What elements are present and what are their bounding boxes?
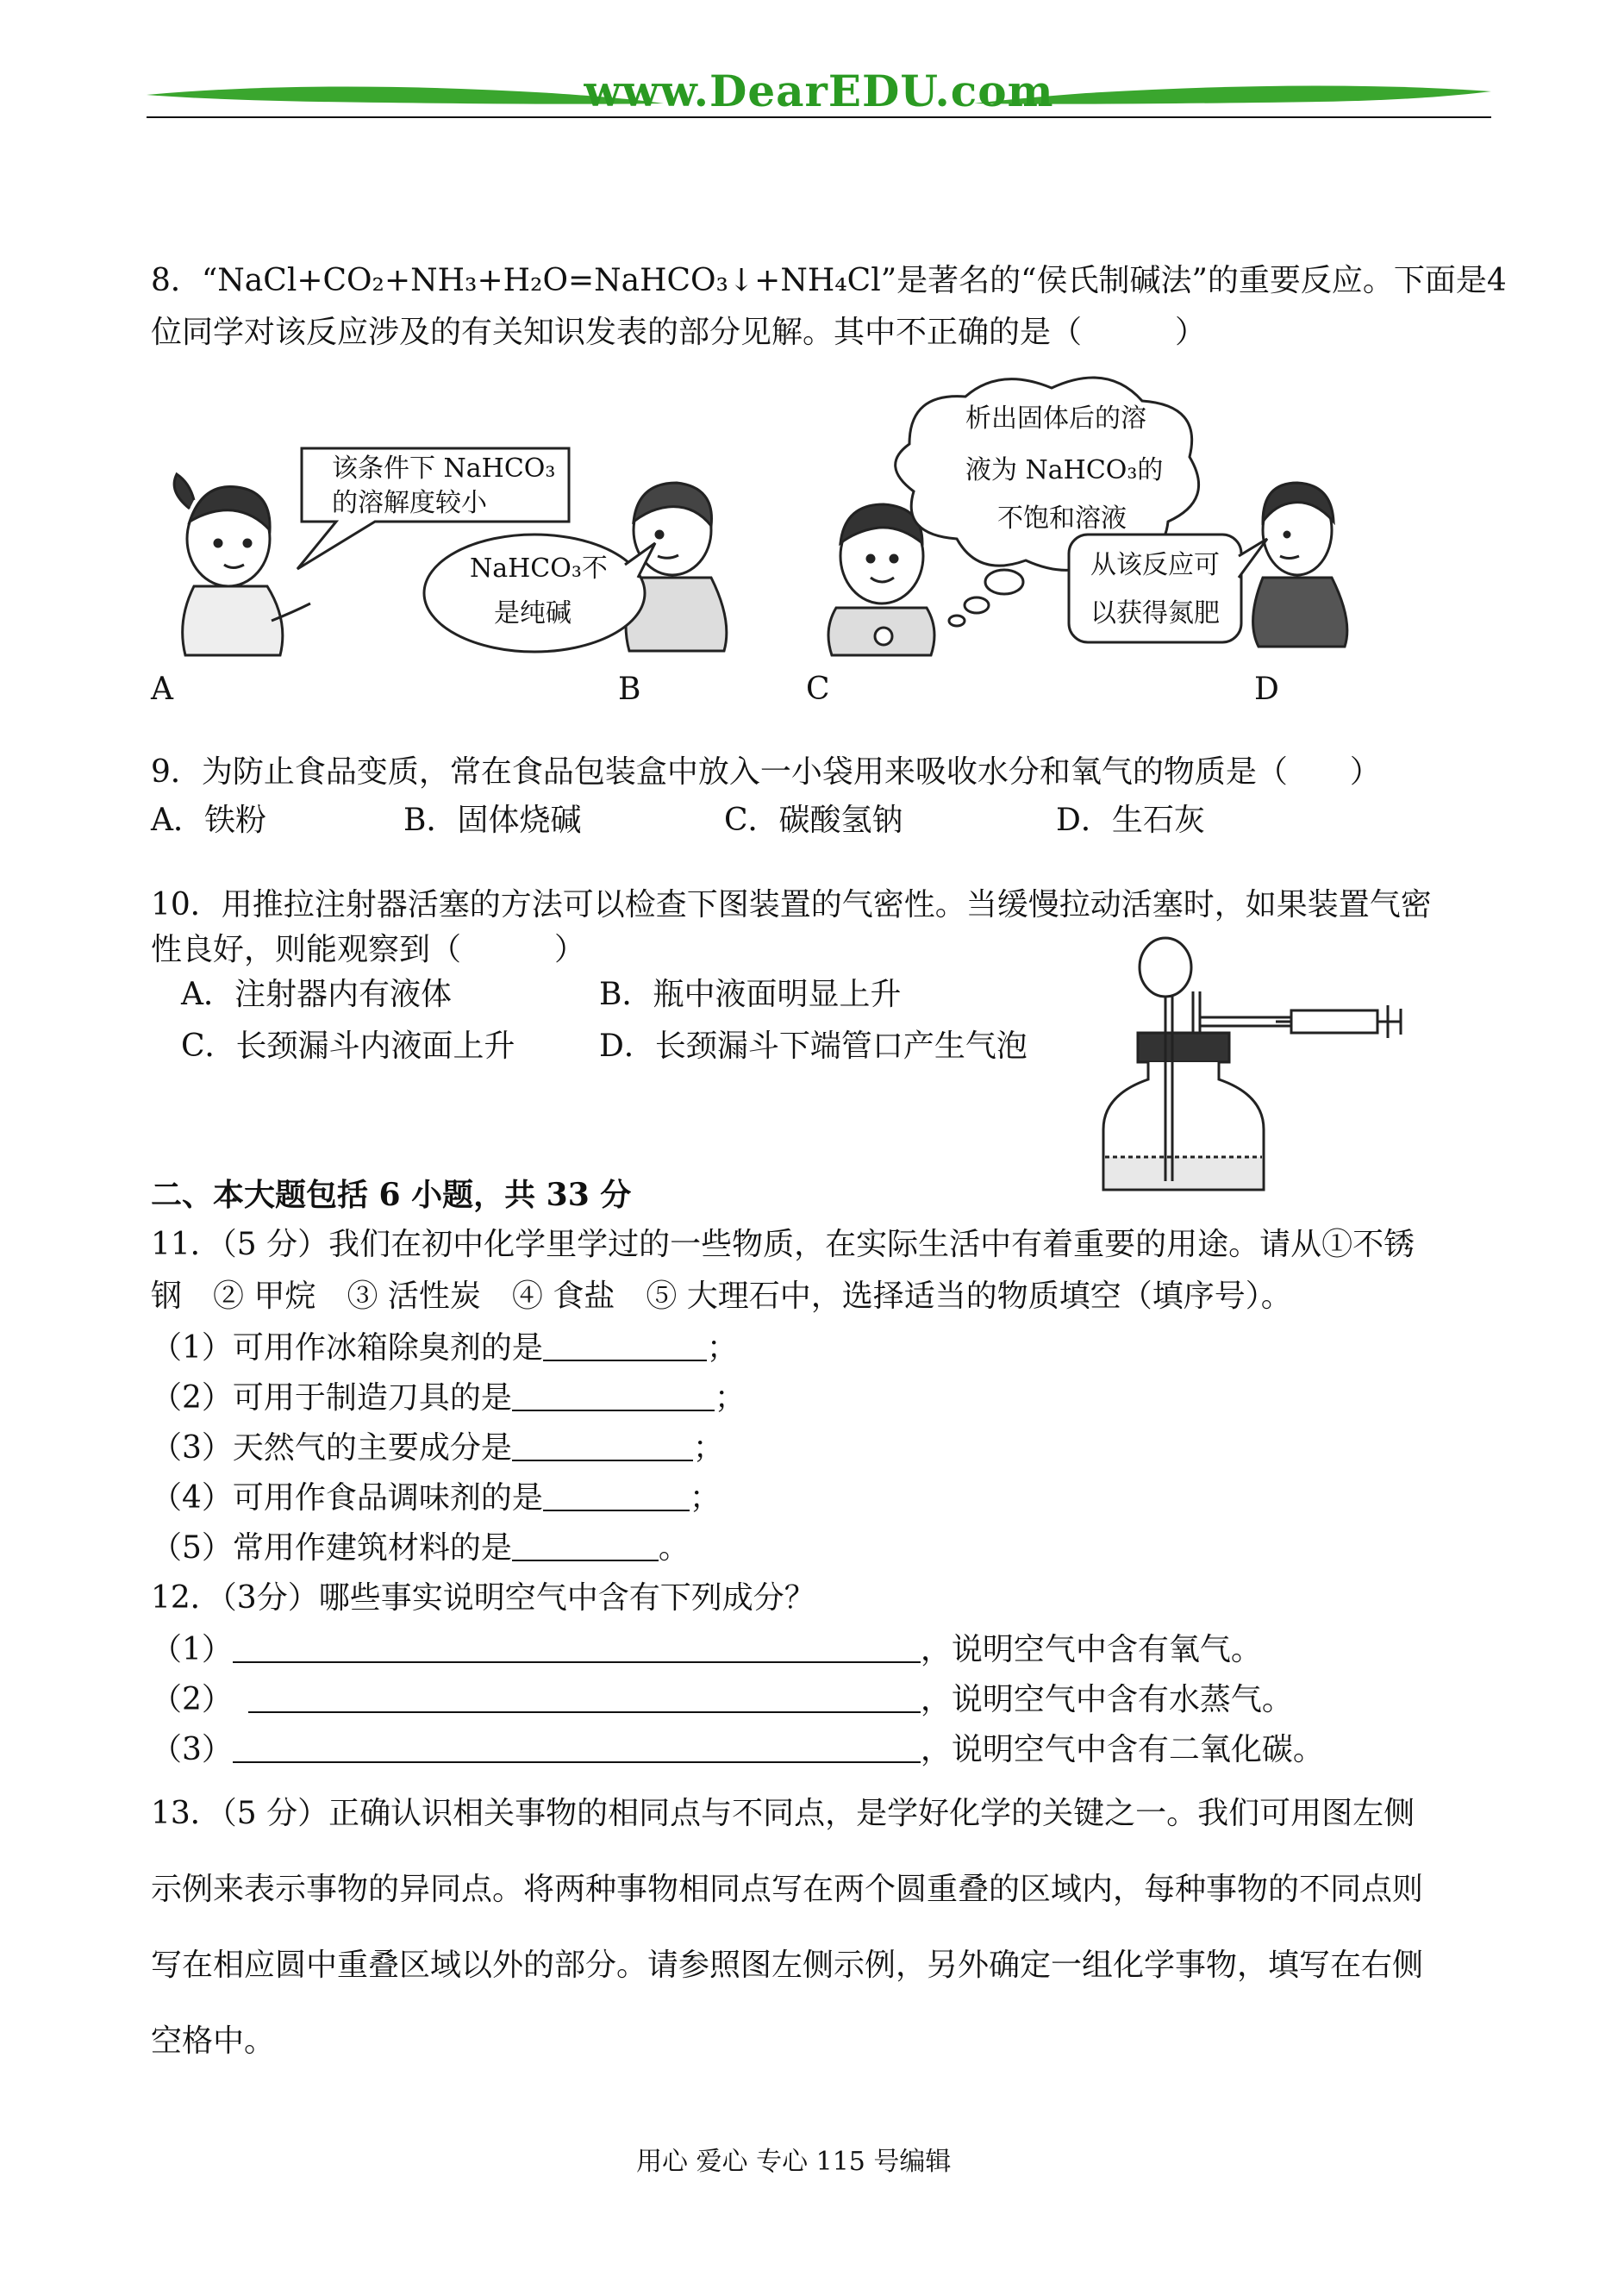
q9-option-a: A．铁粉	[151, 803, 266, 838]
q10-option-b: B．瓶中液面明显上升	[599, 977, 902, 1012]
q12-item2-suffix: ，说明空气中含有水蒸气。	[920, 1682, 1293, 1717]
bubble-d-line1: 从该反应可	[1090, 550, 1220, 580]
logo-text: www.DearEDU.com	[584, 66, 1054, 116]
bubble-d-line2: 以获得氮肥	[1090, 598, 1220, 628]
bubble-c-line3: 不饱和溶液	[997, 503, 1127, 534]
apparatus-svg	[1095, 931, 1414, 1207]
student-a-figure	[174, 474, 310, 655]
q11-item5-text: （5）常用作建筑材料的是	[151, 1530, 512, 1566]
q9-option-d: D．生石灰	[1056, 803, 1205, 838]
q10-line1: 10．用推拉注射器活塞的方法可以检查下图装置的气密性。当缓慢拉动活塞时，如果装置气密	[151, 887, 1432, 922]
q11-item4	[151, 1478, 721, 1519]
q8-label-b: B	[618, 672, 641, 707]
q8-label-c: C	[806, 672, 830, 707]
q11-item5-end: 。	[658, 1530, 690, 1566]
q11-item1	[151, 1328, 738, 1369]
q11-item2-end: ；	[714, 1380, 746, 1416]
q11-blank5[interactable]	[512, 1530, 659, 1561]
q12-item1	[151, 1629, 1262, 1671]
q13-line2: 示例来表示事物的异同点。将两种事物相同点写在两个圆重叠的区域内，每种事物的不同点则	[151, 1872, 1424, 1907]
bubble-c-line2: 液为 NaHCO₃的	[965, 455, 1164, 485]
q13-line1: 13．（5 分）正确认识相关事物的相同点与不同点，是学好化学的关键之一。我们可用图左侧	[151, 1796, 1415, 1831]
q8-line1: 8．“NaCl+CO₂+NH₃+H₂O=NaHCO₃↓+NH₄Cl”是著名的“侯氏制碱法”的重要反应。下面是4	[151, 263, 1507, 298]
bubble-b-line1: NaHCO₃不	[470, 553, 608, 584]
q12-item3-suffix: ，说明空气中含有二氧化碳。	[920, 1732, 1324, 1767]
bubble-a-line1: 该条件下 NaHCO₃	[332, 453, 556, 484]
q8-line2: 位同学对该反应涉及的有关知识发表的部分见解。其中不正确的是（ ）	[151, 315, 1207, 350]
q12-item3-prefix: （3）	[151, 1732, 233, 1767]
q12-item2-prefix: （2）	[151, 1682, 233, 1717]
q10-line2: 性良好，则能观察到（ ）	[151, 932, 586, 967]
q11-blank4[interactable]	[543, 1480, 690, 1511]
q12-blank1[interactable]	[233, 1632, 921, 1663]
q11-blank2[interactable]	[512, 1380, 715, 1411]
q11-blank3[interactable]	[512, 1430, 693, 1461]
q13-line3: 写在相应圆中重叠区域以外的部分。请参照图左侧示例，另外确定一组化学事物，填写在右侧	[151, 1948, 1424, 1983]
q11-item4-end: ；	[689, 1480, 721, 1516]
q11-item1-text: （1）可用作冰箱除臭剂的是	[151, 1330, 543, 1366]
footer-text: 用心 爱心 专心 115 号编辑	[636, 2147, 952, 2177]
q12-stem: 12．（3分）哪些事实说明空气中含有下列成分？	[151, 1580, 815, 1616]
q10-option-a: A．注射器内有液体	[181, 977, 452, 1012]
q13-line4: 空格中。	[151, 2023, 276, 2059]
student-d-figure	[1253, 483, 1347, 647]
q9-option-b: B．固体烧碱	[403, 803, 582, 838]
bubble-a-line2: 的溶解度较小	[332, 488, 487, 518]
q8-label-d: D	[1254, 672, 1279, 707]
q9-stem: 9．为防止食品变质，常在食品包装盒中放入一小袋用来吸收水分和氧气的物质是（ ）	[151, 754, 1381, 790]
q10-option-d: D．长颈漏斗下端管口产生气泡	[599, 1029, 1027, 1064]
q11-item1-end: ；	[706, 1330, 738, 1366]
q12-blank2[interactable]	[248, 1682, 921, 1713]
q11-item3	[151, 1428, 724, 1469]
q11-item3-end: ；	[692, 1430, 724, 1466]
q12-blank3[interactable]	[233, 1732, 921, 1763]
q11-line1: 11．（5 分）我们在初中化学里学过的一些物质，在实际生活中有着重要的用途。请从①不锈	[151, 1227, 1415, 1262]
q9-option-c: C．碳酸氢钠	[724, 803, 903, 838]
q11-item2-text: （2）可用于制造刀具的是	[151, 1380, 512, 1416]
q11-item5	[151, 1528, 690, 1569]
q8-illustration	[151, 362, 1478, 724]
q10-option-c: C．长颈漏斗内液面上升	[181, 1029, 515, 1064]
q12-item2	[151, 1679, 1293, 1721]
section2-title: 二、本大题包括 6 小题，共 33 分	[151, 1177, 632, 1213]
q12-item1-prefix: （1）	[151, 1632, 233, 1667]
q10-apparatus	[1095, 931, 1414, 1207]
q11-blank1[interactable]	[543, 1330, 707, 1361]
q11-item4-text: （4）可用作食品调味剂的是	[151, 1480, 543, 1516]
q12-item3	[151, 1729, 1324, 1771]
header-logo	[147, 60, 1491, 129]
q11-item3-text: （3）天然气的主要成分是	[151, 1430, 512, 1466]
bubble-c-line1: 析出固体后的溶	[965, 403, 1146, 434]
bubble-b-line2: 是纯碱	[494, 598, 572, 628]
q8-label-a: A	[151, 672, 173, 707]
q11-line2: 钢 ② 甲烷 ③ 活性炭 ④ 食盐 ⑤ 大理石中，选择适当的物质填空（填序号）。	[151, 1279, 1292, 1314]
q12-item1-suffix: ，说明空气中含有氧气。	[920, 1632, 1262, 1667]
q11-item2	[151, 1378, 746, 1419]
